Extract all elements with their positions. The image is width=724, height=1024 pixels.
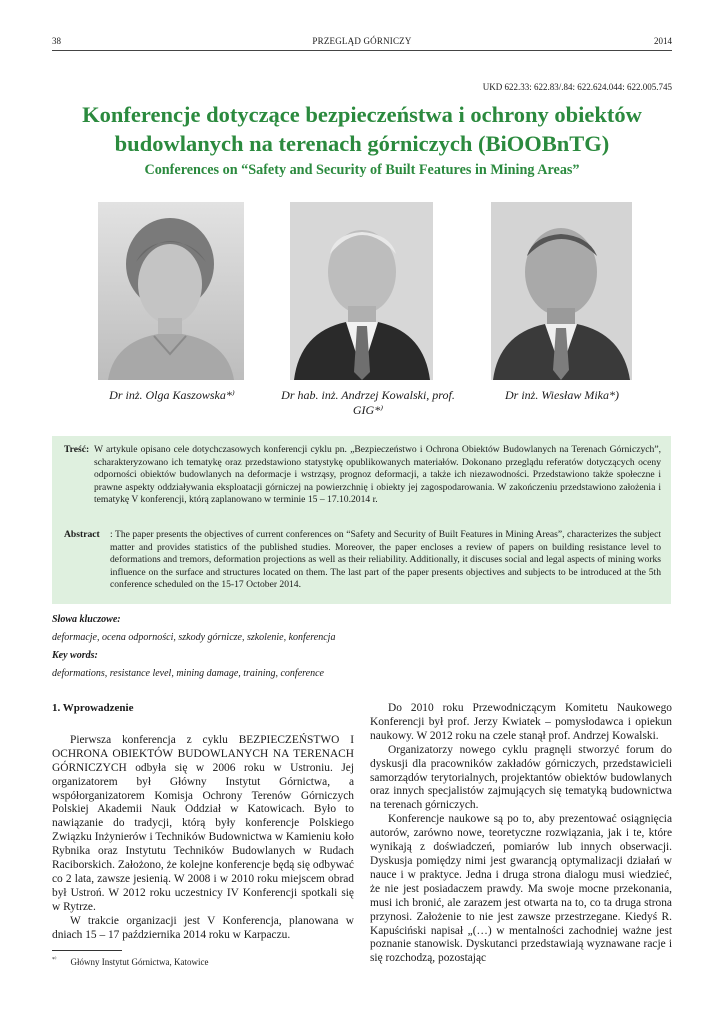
footnote (52, 956, 208, 967)
body-column-right (370, 702, 672, 966)
keywords-en-label: Key words: (52, 650, 98, 661)
footnote-text: Główny Instytut Górnictwa, Katowice (70, 957, 209, 967)
paragraph: Organizatorzy nowego cyklu pragnęli stworzyć forum do dyskusji dla pracowników zakładów górniczych, przedstawicieli samorządów terytorialnych, projektantów obiektów budowlanych oraz innych specjalistów zajmujących się tematyką budownictwa na terenach górniczych. (370, 743, 672, 812)
paragraph: Do 2010 roku Przewodniczącym Komitetu Naukowego Konferencji był prof. Jerzy Kwiatek – pomysłodawca i opiekun naukowy. W 2012 roku na czele stanął prof. Andrzej Kowalski. (370, 702, 672, 742)
author-caption-2: Dr hab. inż. Andrzej Kowalski, prof. GIG*⁾ (281, 388, 455, 417)
abstract-box (52, 436, 671, 604)
author-caption-3: Dr inż. Wiesław Mika*) (505, 388, 619, 402)
abstract-en-label: Abstract (64, 529, 100, 540)
keywords-pl-label: Słowa kluczowe: (52, 614, 121, 625)
author-caption-1: Dr inż. Olga Kaszowska*⁾ (109, 388, 235, 402)
keywords-pl: deformacje, ocena odporności, szkody górnicze, szkolenie, konferencja (52, 632, 336, 643)
running-header (52, 36, 672, 51)
footnote-divider (52, 950, 122, 951)
abstract-pl-label: Treść: (64, 444, 90, 455)
footnote-marker: *⁾ (52, 957, 57, 963)
author-photo-2 (290, 202, 433, 380)
abstract-en-text: : The paper presents the objectives of current conferences on “Safety and Security of Built Features in Mining Areas”, characterizes the subject matter and provides statistics of the published studies. Moreover, the paper encloses a review of papers on building resistance level to deformations and tremors, deformation projections as well as their reliability. Additionally, it discuses social and legal aspects of mining works influence on the surface and structures located on them. The last part of the paper presents objectives and subjects to be introduced at the 5th conference scheduled on the 15-17 October 2014. (110, 529, 661, 591)
keywords-en: deformations, resistance level, mining damage, training, conference (52, 668, 324, 679)
page-number: 38 (52, 36, 61, 46)
paragraph: Pierwsza konferencja z cyklu BEZPIECZEŃSTWO I OCHRONA OBIEKTÓW BUDOWLANYCH NA TERENACH GÓRNICZYCH odbyła się w 2006 roku w Ustroniu. Jej organizatorem był Główny Instytut Górnictwa, a współorganizatorem Komisja Ochrony Terenów Górniczych Polskiej Akademii Nauk Oddział w Katowicach. Było to nawiązanie do tradycji, którą były konferencje Polskiego Związku Inżynierów i Techników Budownictwa w Kamieniu koło Rybnika oraz Instytutu Techników Budowlanych w Rudach Raciborskich. Założono, że kolejne konferencje będą się odbywać co 2 lata, zawsze jesienią. W 2008 i w 2010 roku miejscem obrad był Ustroń. W 2012 roku uczestnicy IV Konferencji spotkali się w Rytrze. (52, 733, 354, 913)
paragraph: Konferencje naukowe są po to, aby prezentować osiągnięcia autorów, zarówno nowe, teoretyczne rozwiązania, jak i te, które wynikają z doświadczeń, pomiarów lub innych obserwacji. Dyskusja pomiędzy nimi jest gwarancją optymalizacji działań w nauce i w praktyce. Jedna i druga strona dialogu musi wiedzieć, że nie jest posiadaczem prawdy. Ma swoje mocne przekonania, musi ich bronić, ale zarazem jest otwarta na to, co ta druga strona przynosi. Założenie to nie jest zawsze przestrzegane. Kiedyś R. Kapuściński napisał „(…) w mentalności zachodniej ważne jest poznanie stanowisk. Dyskutanci przedstawiają wyznawane racje i się rozchodzą, pozostając (370, 813, 672, 965)
paragraph: W trakcie organizacji jest V Konferencja, planowana w dniach 15 – 17 października 2014 roku w Karpaczu. (52, 914, 354, 941)
ukd-classification: UKD 622.33: 622.83/.84: 622.624.044: 622.005.745 (482, 82, 672, 92)
article-title: Konferencje dotyczące bezpieczeństwa i ochrony obiektów budowlanych na terenach górniczych (BiOOBnTG) (82, 102, 642, 156)
article-subtitle: Conferences on “Safety and Security of Built Features in Mining Areas” (144, 162, 580, 178)
author-photo-3 (491, 202, 632, 380)
author-photo-1 (98, 202, 244, 380)
journal-year: 2014 (654, 36, 672, 46)
section-heading: 1. Wprowadzenie (52, 702, 134, 714)
journal-name: PRZEGLĄD GÓRNICZY (312, 36, 412, 46)
body-column-left (52, 702, 354, 943)
abstract-pl-text: W artykule opisano cele dotychczasowych konferencji cyklu pn. „Bezpieczeństwo i Ochrona Obiektów Budowlanych na Terenach Górniczych”, scharakteryzowano ich tematykę oraz przedstawiono statystykę opublikowanych materiałów. Dokonano przeglądu referatów dotyczących oceny odporności obiektów budowlanych na deformacje i wstrząsy, prognoz deformacji, a także ich niezawodności. Przedstawiono także społeczne i prawne aspekty oddziaływania eksploatacji górniczej na powierzchnię i obiekty jej zagospodarowania. W zakończeniu przedstawiono założenia i tematykę V konferencji, którą zaplanowano w terminie 15 – 17.10.2014 r. (94, 444, 661, 506)
